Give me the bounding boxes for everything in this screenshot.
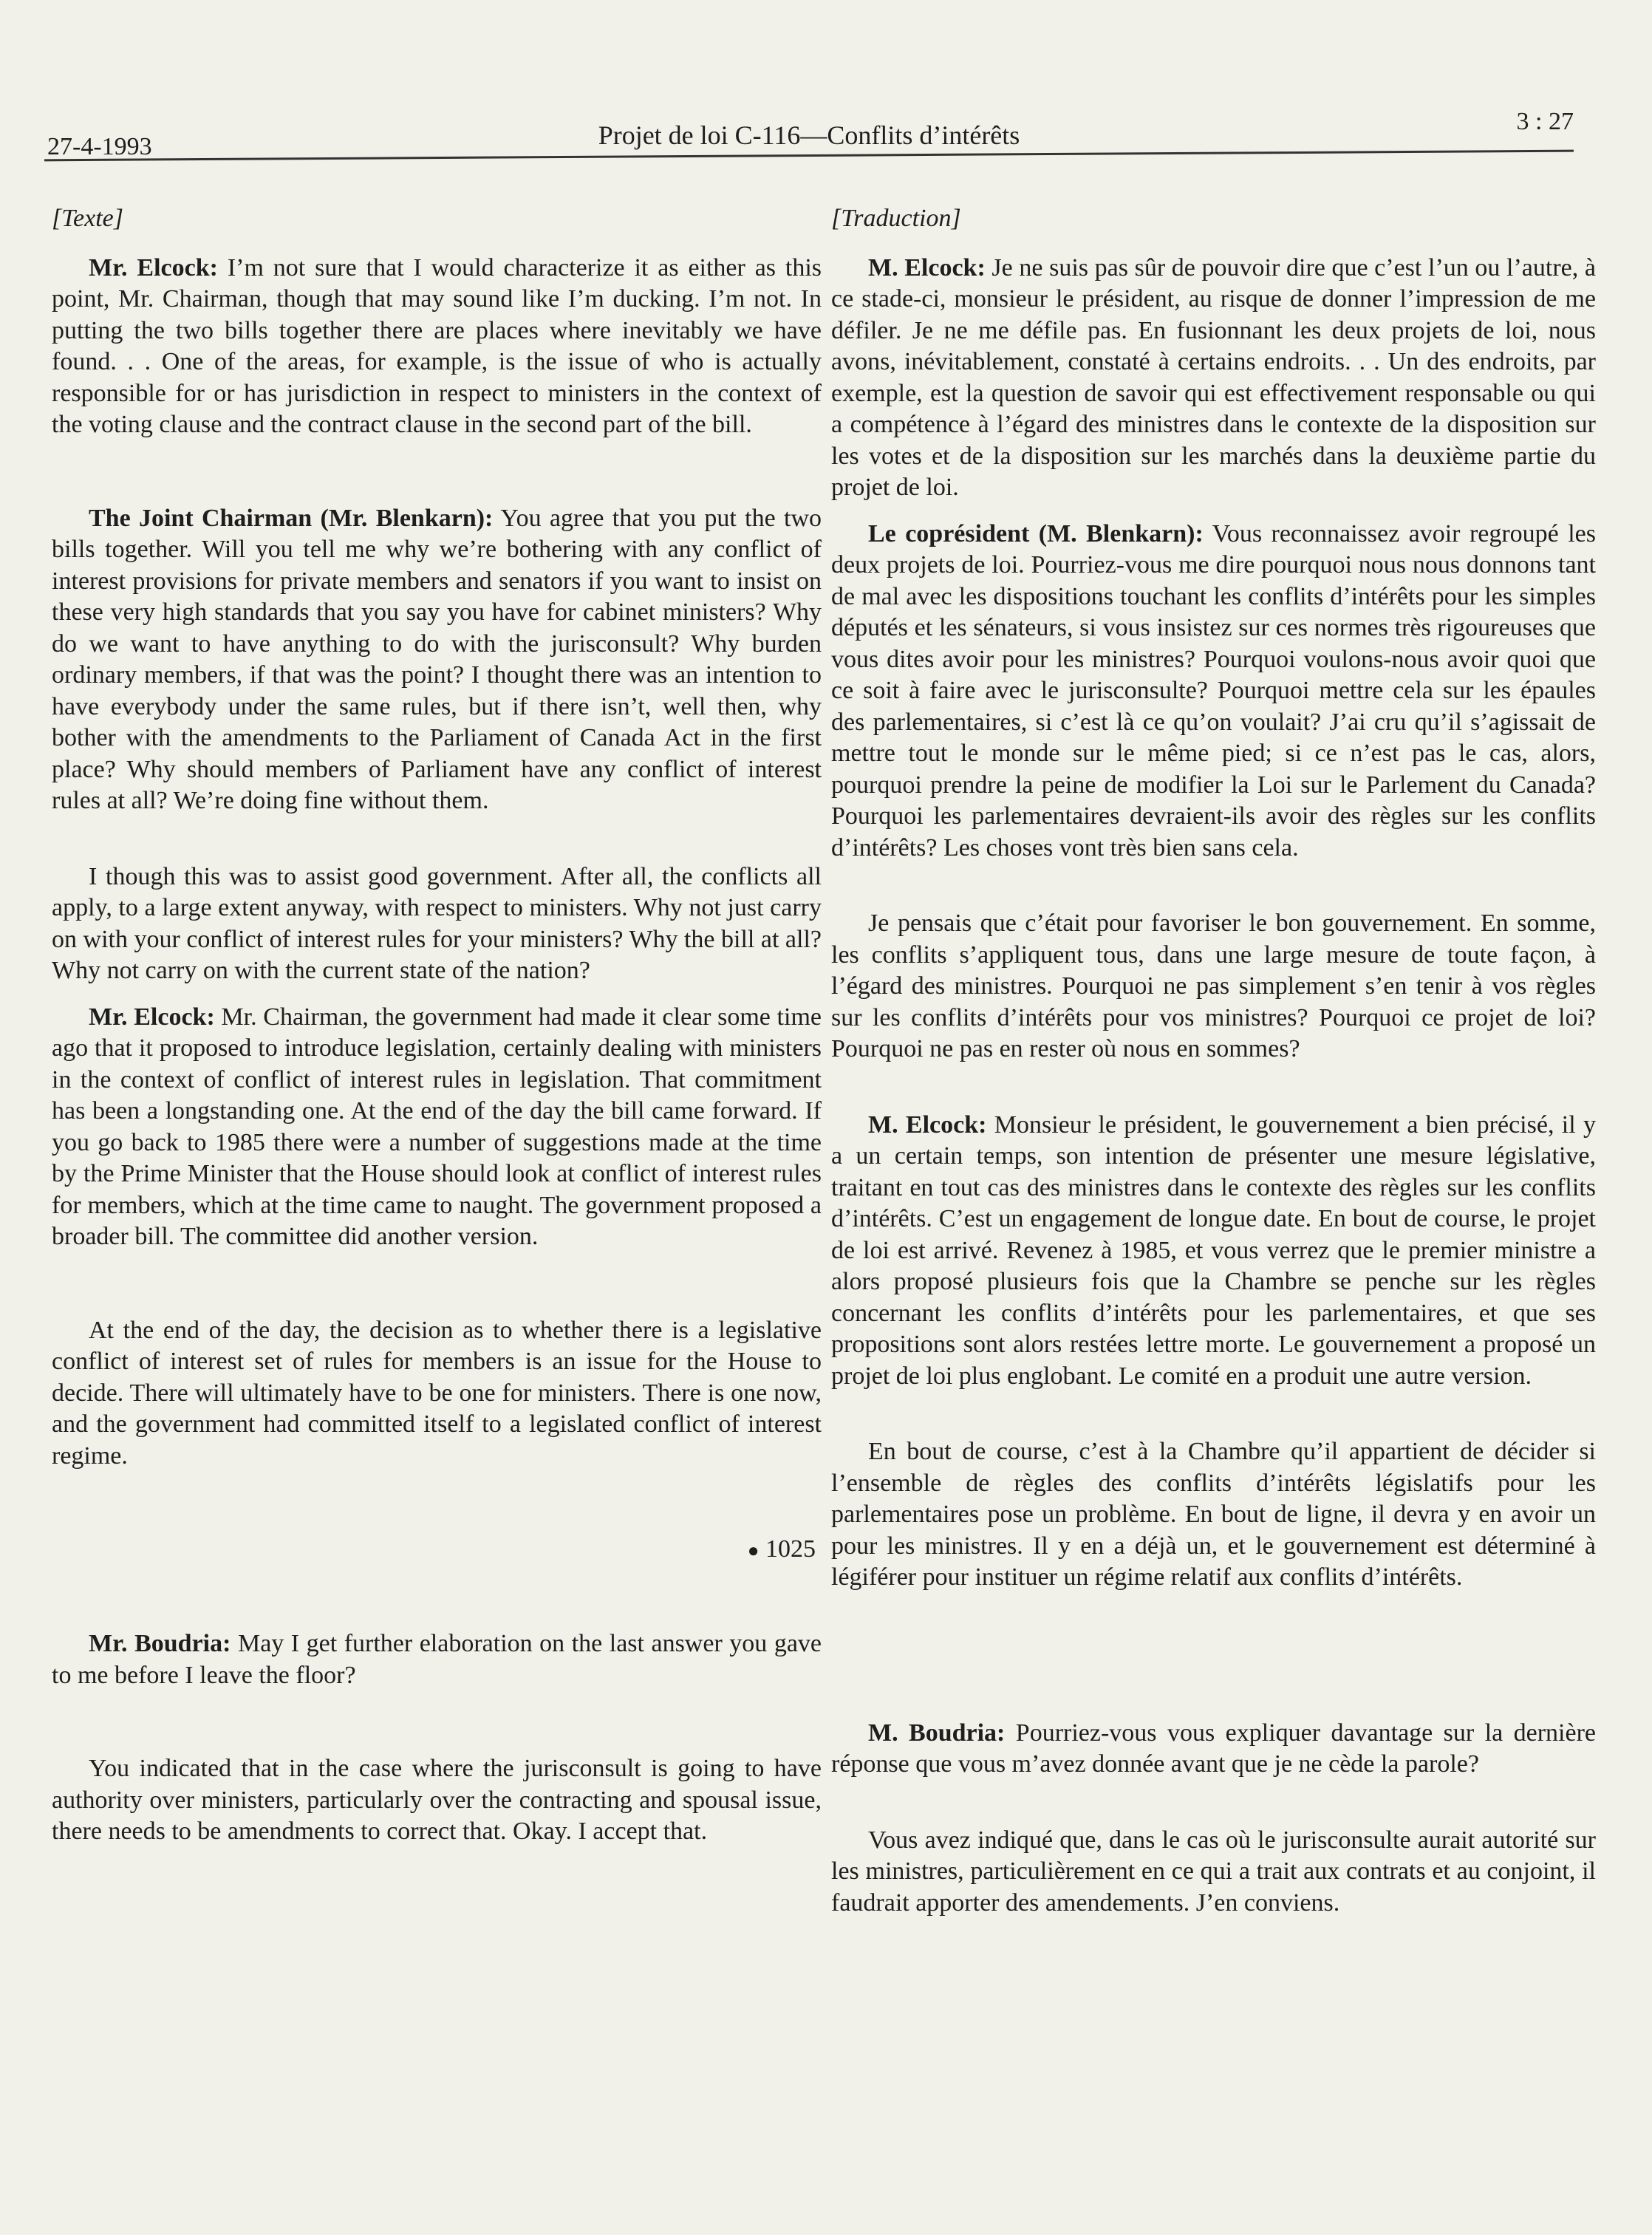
- paragraph-text: Vous reconnaissez avoir regroupé les deux projets de loi. Pourriez-vous me dire pourquoi nous nous donnons tant de mal avec les dispositions touchant les conflits d’intérêts pour les simples députés et les sénateurs, si vous insistez sur ces normes très rigoureuses que vous dites avoir pour les ministres? Pourquoi voulons-nous avoir quoi que ce soit à faire avec le jurisconsulte? Pourquoi mettre cela sur les épaules des parlementaires, si c’est là ce qu’on voulait? J’ai cru qu’il s’agissait de mettre tout le monde sur le même pied; si ce n’est pas le cas, alors, pourquoi prendre la peine de modifier la Loi sur le Parlement du Canada? Pourquoi les parlementaires devraient-ils avoir des règles sur les conflits d’intérêts? Les choses vont très bien sans cela.: [831, 519, 1596, 861]
- paragraph-text: I’m not sure that I would characterize it as either as this point, Mr. Chairman, though that may sound like I’m ducking. I’m not. In putting the two bills together there are places where inevitably we have found. . . One of the areas, for example, is the issue of who is actually responsible for or has jurisdiction in respect to ministers in the context of the voting clause and the contract clause in the second part of the bill.: [52, 253, 822, 438]
- paragraph: [831, 1110, 1596, 1393]
- paragraph: En bout de course, c’est à la Chambre qu’il appartient de décider si l’ensemble de règles des conflits d’intérêts législatifs pour les parlementaires pose un problème. En bout de ligne, il devra y en avoir un pour les ministres. Il y en a déjà un, et le gouvernement est déterminé à légiférer pour instituer un régime relatif aux conflits d’intérêts.: [831, 1438, 1596, 1591]
- speaker-name: M. Elcock:: [868, 1110, 987, 1139]
- paragraph-text: May I get further elaboration on the last answer you gave to me before I leave the floor?: [52, 1630, 822, 1689]
- speaker-name: The Joint Chairman (Mr. Blenkarn):: [89, 504, 494, 532]
- paragraph: [52, 1002, 822, 1253]
- paragraph: You indicated that in the case where the jurisconsult is going to have authority over ministers, particularly over the contracting and spousal issue, there needs to be amendments to correct that. Okay. I accept that.: [52, 1755, 822, 1846]
- speaker-name: Mr. Elcock:: [89, 1003, 215, 1031]
- speaker-name: M. Elcock:: [868, 253, 986, 281]
- translation-label: [Traduction]: [831, 205, 961, 232]
- paragraph: [831, 519, 1596, 864]
- paragraph: [831, 253, 1596, 504]
- page-header: [44, 103, 1574, 160]
- french-column: [831, 203, 1596, 1919]
- paragraph: Vous avez indiqué que, dans le cas où le jurisconsulte aurait autorité sur les ministres, particulièrement en ce qui a trait aux contrats et au conjoint, il faudrait apporter des amendements. J’en conviens.: [831, 1826, 1596, 1917]
- time-marker: [52, 1534, 822, 1566]
- paragraph-text: Monsieur le président, le gouvernement a bien précisé, il y a un certain temps, son intention de présenter une mesure législative, traitant en tout cas des ministres dans le contexte des règles sur les conflits d’intérêts. C’est un engagement de longue date. En bout de course, le projet de loi est arrivé. Revenez à 1985, et vous verrez que le premier ministre a alors proposé plusieurs fois que la Chambre se penche sur les règles concernant les conflits d’intérêts pour les parlementaires, et que ses propositions sont alors restées lettre morte. Le gouvernement a proposé un projet de loi plus englobant. Le comité en a produit une autre version.: [831, 1110, 1596, 1390]
- english-column: [52, 203, 822, 1848]
- paragraph-text: Mr. Chairman, the government had made it clear some time ago that it proposed to introduce legislation, certainly dealing with ministers in the context of conflict of interest rules in legislation. That commitment has been a longstanding one. At the end of the day the bill came forward. If you go back to 1985 there were a number of suggestions made at the time by the Prime Minister that the House should look at conflict of interest rules for members, which at the time came to naught. The government proposed a broader bill. The committee did another version.: [52, 1003, 822, 1250]
- time-value: 1025: [765, 1535, 816, 1563]
- speaker-name: M. Boudria:: [868, 1719, 1006, 1747]
- paragraph: Je pensais que c’était pour favoriser le bon gouvernement. En somme, les conflits s’appliquent tous, dans une large mesure de toute façon, à l’égard des ministres. Pourquoi ne pas simplement s’en tenir à vos règles sur les conflits d’intérêts pour vos ministres? Pourquoi ce projet de loi? Pourquoi ne pas en rester où nous en sommes?: [831, 910, 1596, 1062]
- header-rule: [44, 150, 1574, 162]
- paragraph-text: You agree that you put the two bills together. Will you tell me why we’re bothering with any conflict of interest provisions for private members and senators if you want to insist on these very high standards that you say you have for cabinet ministers? Why do we want to have anything to do with the jurisconsult? Why burden ordinary members, if that was the point? I thought there was an intention to have everybody under the same rules, but if there isn’t, well then, why bother with the amendments to the Parliament of Canada Act in the first place? Why should members of Parliament have any conflict of interest rules at all? We’re doing fine without them.: [52, 504, 822, 814]
- header-date: 27-4-1993: [47, 133, 152, 160]
- paragraph: At the end of the day, the decision as to whether there is a legislative conflict of interest set of rules for members is an issue for the House to decide. There will ultimately have to be one for ministers. There is one now, and the government had committed itself to a legislated conflict of interest regime.: [52, 1316, 822, 1470]
- paragraph: [52, 503, 822, 817]
- bullet-icon: ●: [747, 1539, 760, 1561]
- speaker-name: Le coprésident (M. Blenkarn):: [868, 519, 1204, 547]
- header-title: Projet de loi C-116—Conflits d’intérêts: [598, 120, 1020, 150]
- paragraph: [831, 1718, 1596, 1781]
- paragraph: [52, 1628, 822, 1691]
- paragraph: I though this was to assist good government. After all, the conflicts all apply, to a large extent anyway, with respect to ministers. Why not just carry on with your conflict of interest rules for your ministers? Why the bill at all? Why not carry on with the current state of the nation?: [52, 862, 822, 984]
- paragraph-text: Pourriez-vous vous expliquer davantage sur la dernière réponse que vous m’avez donnée avant que je ne cède la parole?: [831, 1719, 1596, 1778]
- text-label: [Texte]: [52, 205, 123, 232]
- speaker-name: Mr. Boudria:: [89, 1630, 231, 1658]
- header-page-number: 3 : 27: [1516, 108, 1574, 135]
- speaker-name: Mr. Elcock:: [89, 253, 218, 281]
- paragraph: [52, 253, 822, 441]
- paragraph-text: Je ne suis pas sûr de pouvoir dire que c’est l’un ou l’autre, à ce stade-ci, monsieur le président, au risque de donner l’impression de me défiler. Je ne me défile pas. En fusionnant les deux projets de loi, nous avons, inévitablement, constaté à certains endroits. . . Un des endroits, par exemple, est la question de savoir qui est effectivement responsable ou qui a compétence à l’égard des ministres dans le contexte de la disposition sur les votes et de la disposition sur les marchés dans la deuxième partie du projet de loi.: [831, 253, 1596, 501]
